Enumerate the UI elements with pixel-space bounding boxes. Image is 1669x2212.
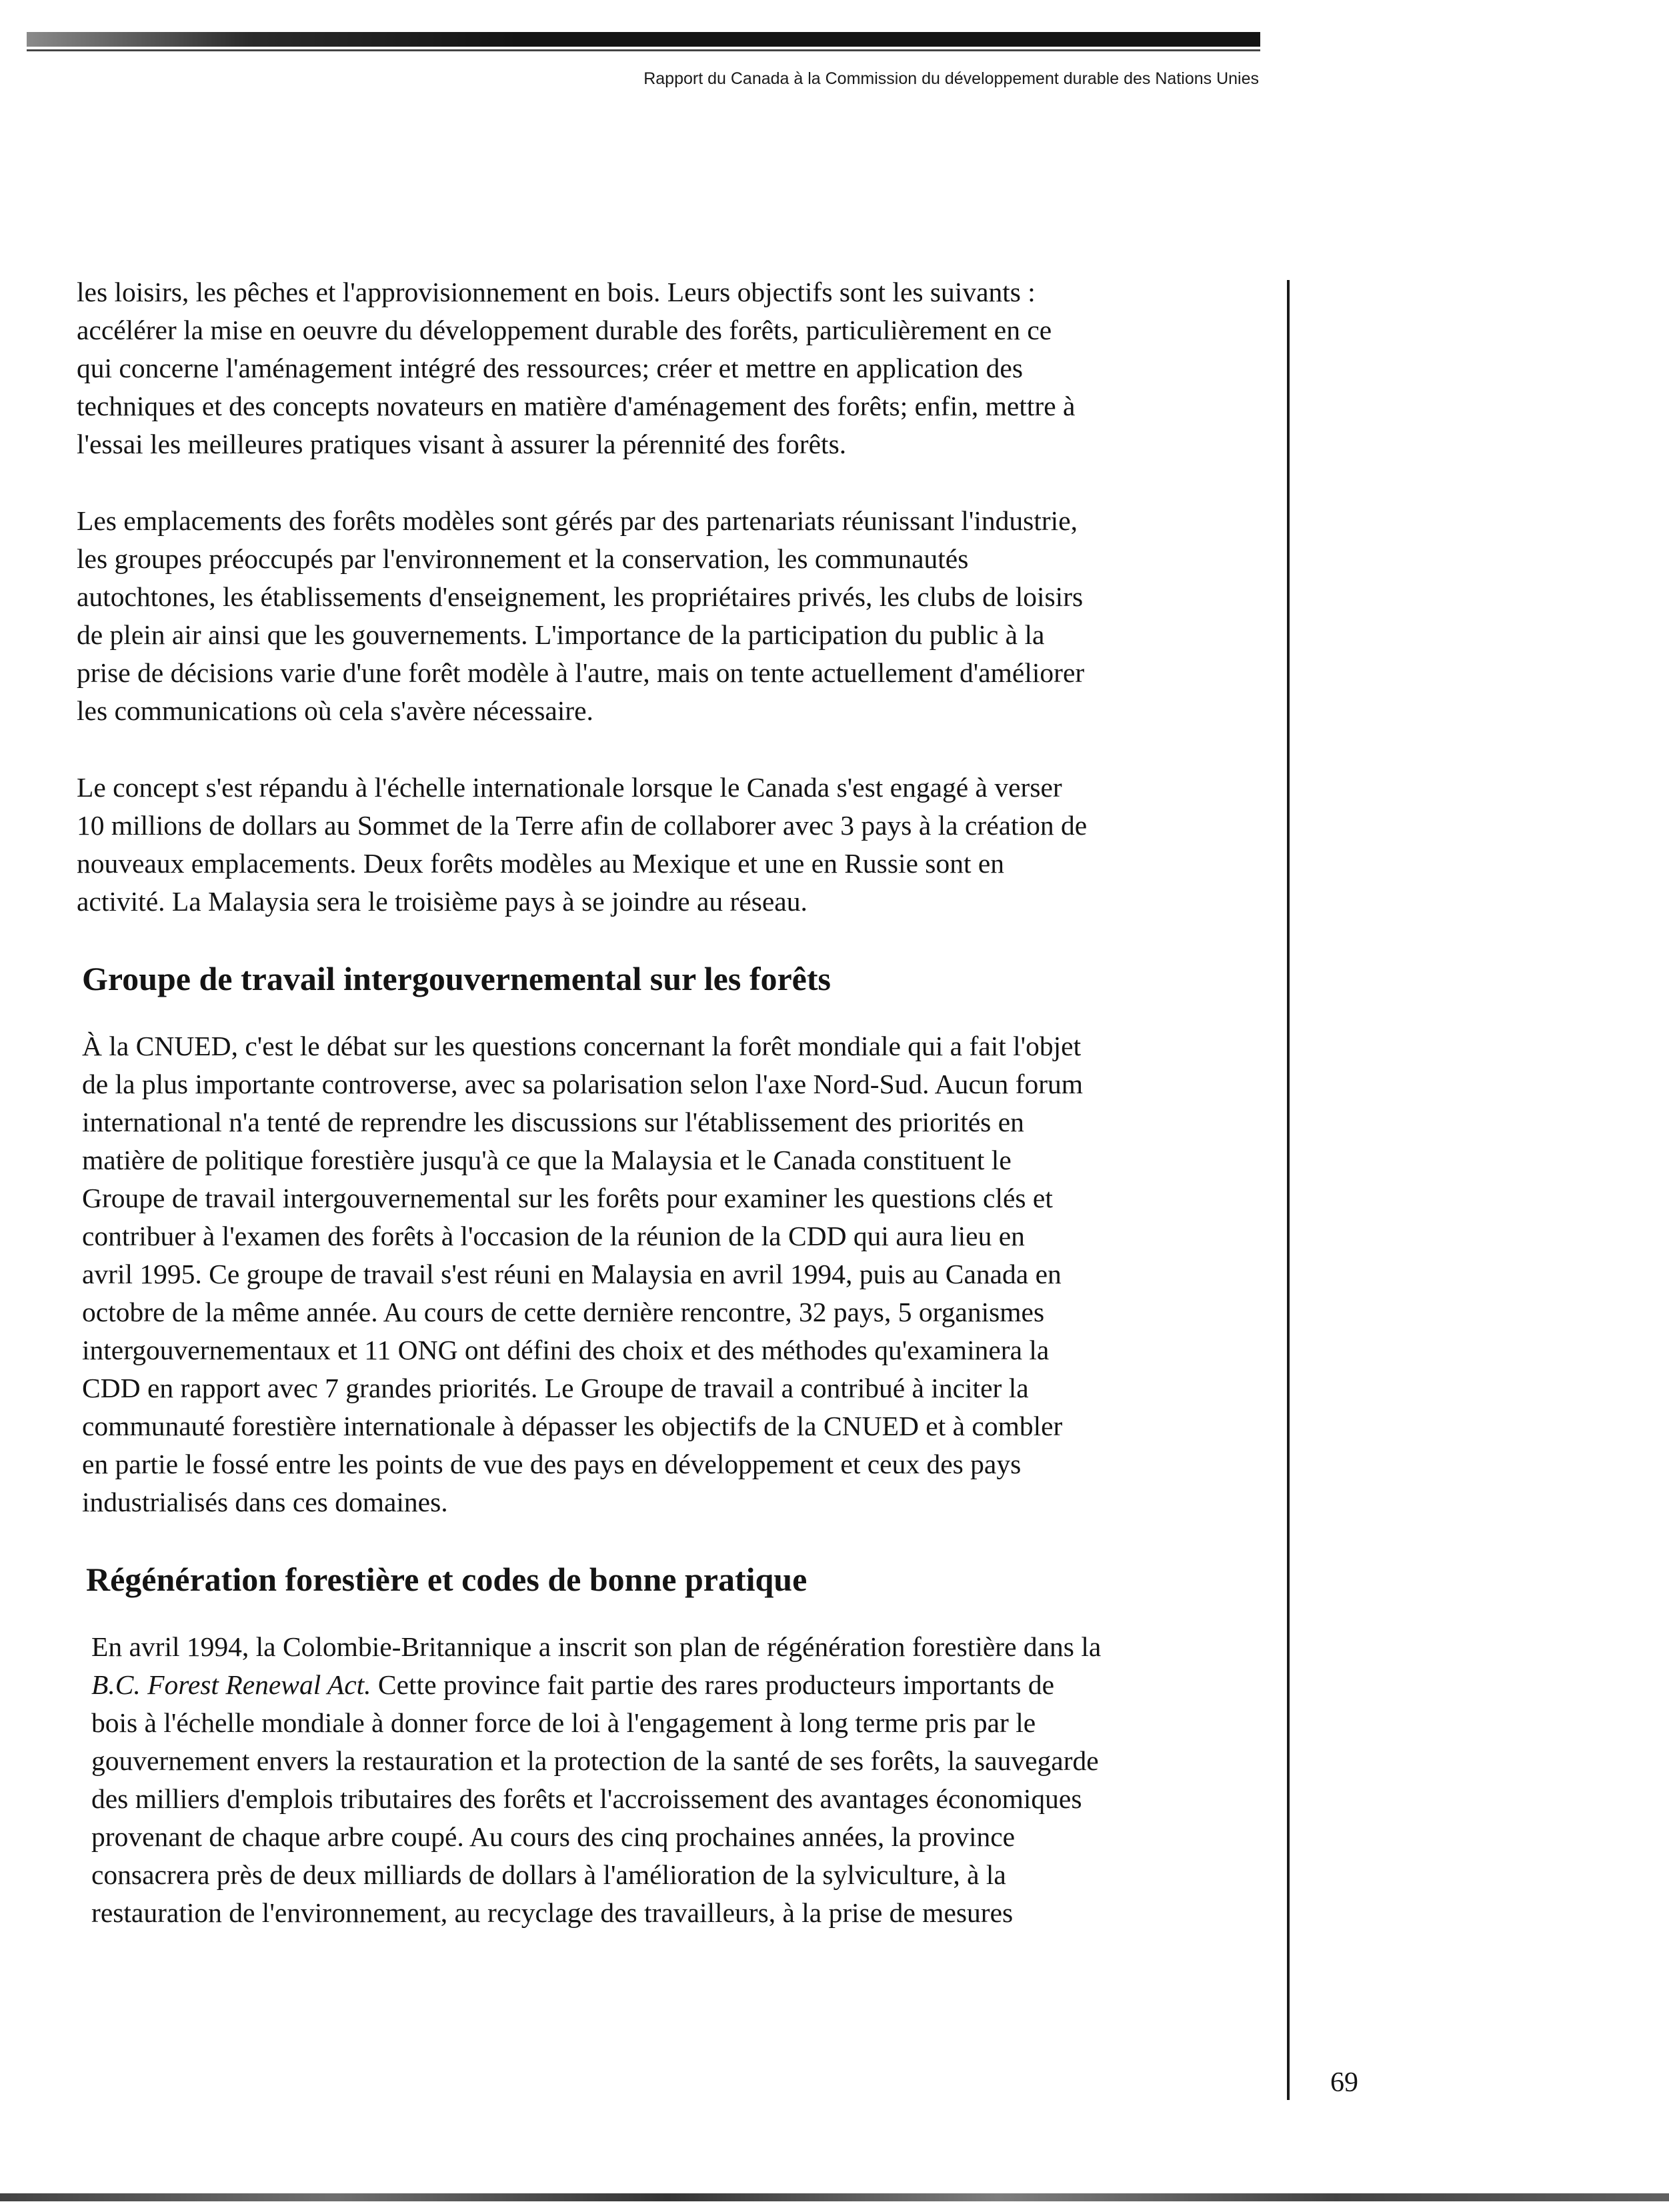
text-line: les loisirs, les pêches et l'approvisionnement en bois. Leurs objectifs sont les suivants : bbox=[77, 277, 1036, 307]
paragraph-intergovernmental bbox=[77, 1027, 1270, 1521]
text-line: prise de décisions varie d'une forêt modèle à l'autre, mais on tente actuellement d'améliorer bbox=[77, 657, 1085, 688]
running-header: Rapport du Canada à la Commission du développement durable des Nations Unies bbox=[643, 69, 1259, 88]
margin-vertical-rule bbox=[1287, 280, 1290, 2100]
top-rule-thick bbox=[27, 32, 1260, 47]
act-title-italic: B.C. Forest Renewal Act. bbox=[91, 1669, 371, 1700]
text-line: international n'a tenté de reprendre les discussions sur l'établissement des priorités en bbox=[82, 1107, 1024, 1137]
top-rule-thin bbox=[27, 49, 1260, 51]
text-line: 10 millions de dollars au Sommet de la Terre afin de collaborer avec 3 pays à la création de bbox=[77, 810, 1088, 841]
text-line: nouveaux emplacements. Deux forêts modèles au Mexique et une en Russie sont en bbox=[77, 848, 1005, 879]
text-line: En avril 1994, la Colombie-Britannique a inscrit son plan de régénération forestière dans la bbox=[91, 1631, 1102, 1662]
section-heading-regeneration: Régénération forestière et codes de bonne pratique bbox=[86, 1561, 807, 1598]
top-rule bbox=[27, 32, 1260, 59]
text-line: en partie le fossé entre les points de vue des pays en développement et ceux des pays bbox=[82, 1449, 1022, 1479]
text-line: qui concerne l'aménagement intégré des ressources; créer et mettre en application des bbox=[77, 353, 1023, 383]
page-number: 69 bbox=[1330, 2067, 1358, 2098]
text-line: accélérer la mise en oeuvre du développement durable des forêts, particulièrement en ce bbox=[77, 315, 1052, 345]
text-line: intergouvernementaux et 11 ONG ont défini des choix et des méthodes qu'examinera la bbox=[82, 1335, 1050, 1365]
text-line: l'essai les meilleures pratiques visant à assurer la pérennité des forêts. bbox=[77, 429, 847, 459]
text-line: bois à l'échelle mondiale à donner force de loi à l'engagement à long terme pris par le bbox=[91, 1707, 1036, 1738]
text-line: matière de politique forestière jusqu'à ce que la Malaysia et le Canada constituent le bbox=[82, 1145, 1012, 1175]
text-line: activité. La Malaysia sera le troisième pays à se joindre au réseau. bbox=[77, 886, 807, 917]
text-line: de la plus importante controverse, avec sa polarisation selon l'axe Nord-Sud. Aucun forum bbox=[82, 1069, 1084, 1099]
text-line: Groupe de travail intergouvernemental sur les forêts pour examiner les questions clés et bbox=[82, 1183, 1053, 1213]
text-line: consacrera près de deux milliards de dollars à l'amélioration de la sylviculture, à la bbox=[91, 1859, 1006, 1890]
paragraph-partnerships bbox=[77, 502, 1270, 730]
text-line: techniques et des concepts novateurs en matière d'aménagement des forêts; enfin, mettre à bbox=[77, 391, 1076, 421]
text-line: avril 1995. Ce groupe de travail s'est réuni en Malaysia en avril 1994, puis au Canada en bbox=[82, 1259, 1062, 1289]
text-line: CDD en rapport avec 7 grandes priorités. Le Groupe de travail a contribué à inciter la bbox=[82, 1373, 1029, 1403]
paragraph-international bbox=[77, 769, 1270, 921]
text-line: Le concept s'est répandu à l'échelle internationale lorsque le Canada s'est engagé à verser bbox=[77, 772, 1062, 803]
text-line: contribuer à l'examen des forêts à l'occasion de la réunion de la CDD qui aura lieu en bbox=[82, 1221, 1025, 1251]
text-line: gouvernement envers la restauration et la protection de la santé de ses forêts, la sauvegarde bbox=[91, 1745, 1099, 1776]
text-line-with-italic bbox=[91, 1666, 1270, 1704]
text-line: les groupes préoccupés par l'environnement et la conservation, les communautés bbox=[77, 543, 969, 574]
text-line: provenant de chaque arbre coupé. Au cours des cinq prochaines années, la province bbox=[91, 1821, 1016, 1852]
text-line: industrialisés dans ces domaines. bbox=[82, 1487, 448, 1517]
text-line: autochtones, les établissements d'enseignement, les propriétaires privés, les clubs de loisirs bbox=[77, 581, 1084, 612]
text-line: Les emplacements des forêts modèles sont gérés par des partenariats réunissant l'industrie, bbox=[77, 505, 1078, 536]
text-line: À la CNUED, c'est le débat sur les questions concernant la forêt mondiale qui a fait l'objet bbox=[82, 1031, 1082, 1061]
section-heading-intergovernmental: Groupe de travail intergouvernemental sur les forêts bbox=[82, 960, 831, 997]
text-line: communauté forestière internationale à dépasser les objectifs de la CNUED et à combler bbox=[82, 1411, 1063, 1441]
text-line: les communications où cela s'avère nécessaire. bbox=[77, 695, 593, 726]
text-fragment: Cette province fait partie des rares producteurs importants de bbox=[371, 1669, 1054, 1700]
text-line: des milliers d'emplois tributaires des forêts et l'accroissement des avantages économiques bbox=[91, 1783, 1082, 1814]
text-line: restauration de l'environnement, au recyclage des travailleurs, à la prise de mesures bbox=[91, 1897, 1014, 1928]
paragraph-intro bbox=[77, 273, 1270, 463]
bottom-scan-edge bbox=[0, 2193, 1669, 2201]
paragraph-regeneration bbox=[77, 1628, 1270, 1932]
text-line: octobre de la même année. Au cours de cette dernière rencontre, 32 pays, 5 organismes bbox=[82, 1297, 1045, 1327]
page-body bbox=[77, 273, 1270, 1971]
text-line: de plein air ainsi que les gouvernements. L'importance de la participation du public à la bbox=[77, 619, 1045, 650]
